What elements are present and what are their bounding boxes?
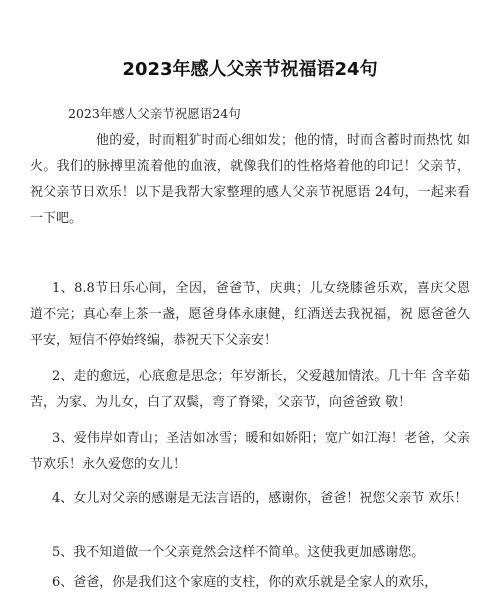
- list-item: 1、8.8节日乐心间，全因，爸爸节，庆典；儿女绕膝爸乐欢，喜庆父恩道不完；真心奉上茶一盏，愿爸身体永康健，红酒送去我祝福，祝 愿爸爸久平安，短信不停始终编，恭祝天下父亲安！: [30, 281, 470, 348]
- list-item: 5、我不知道做一个父亲竟然会这样不简单。这使我更加感谢您。: [52, 545, 425, 560]
- list-item: 2、走的愈远，心底愈是思念；年岁渐长，父爱越加情浓。几十年 含辛茹苦，为家、为儿女，白了双鬓，弯了脊梁，父亲节，向爸爸致 敬！: [30, 369, 470, 410]
- page-title: 2023年感人父亲节祝福语24句: [122, 59, 378, 80]
- list-item: 4、女儿对父亲的感谢是无法言语的，感谢你，爸爸！祝您父亲节 欢乐！: [52, 491, 468, 506]
- list-item: 6、爸爸，你是我们这个家庭的支柱，你的欢乐就是全家人的欢乐，: [52, 575, 438, 590]
- page-subtitle: 2023年感人父亲节祝愿语24句: [68, 106, 241, 121]
- intro-paragraph: 他的爱，时而粗犷时而心细如发；他的情，时而含蓄时而热忱 如火。我们的脉搏里流着他的血液，就像我们的性格烙着他的印记！父亲节，祝父亲节日欢乐！以下是我帮大家整理的感人父亲节祝愿语 24句，一起来看一下吧。: [30, 133, 470, 226]
- list-item: 3、爱伟岸如青山；圣洁如冰雪；暖和如娇阳；宽广如江海！老爸，父亲节欢乐！永久爱您的女儿！: [30, 431, 470, 472]
